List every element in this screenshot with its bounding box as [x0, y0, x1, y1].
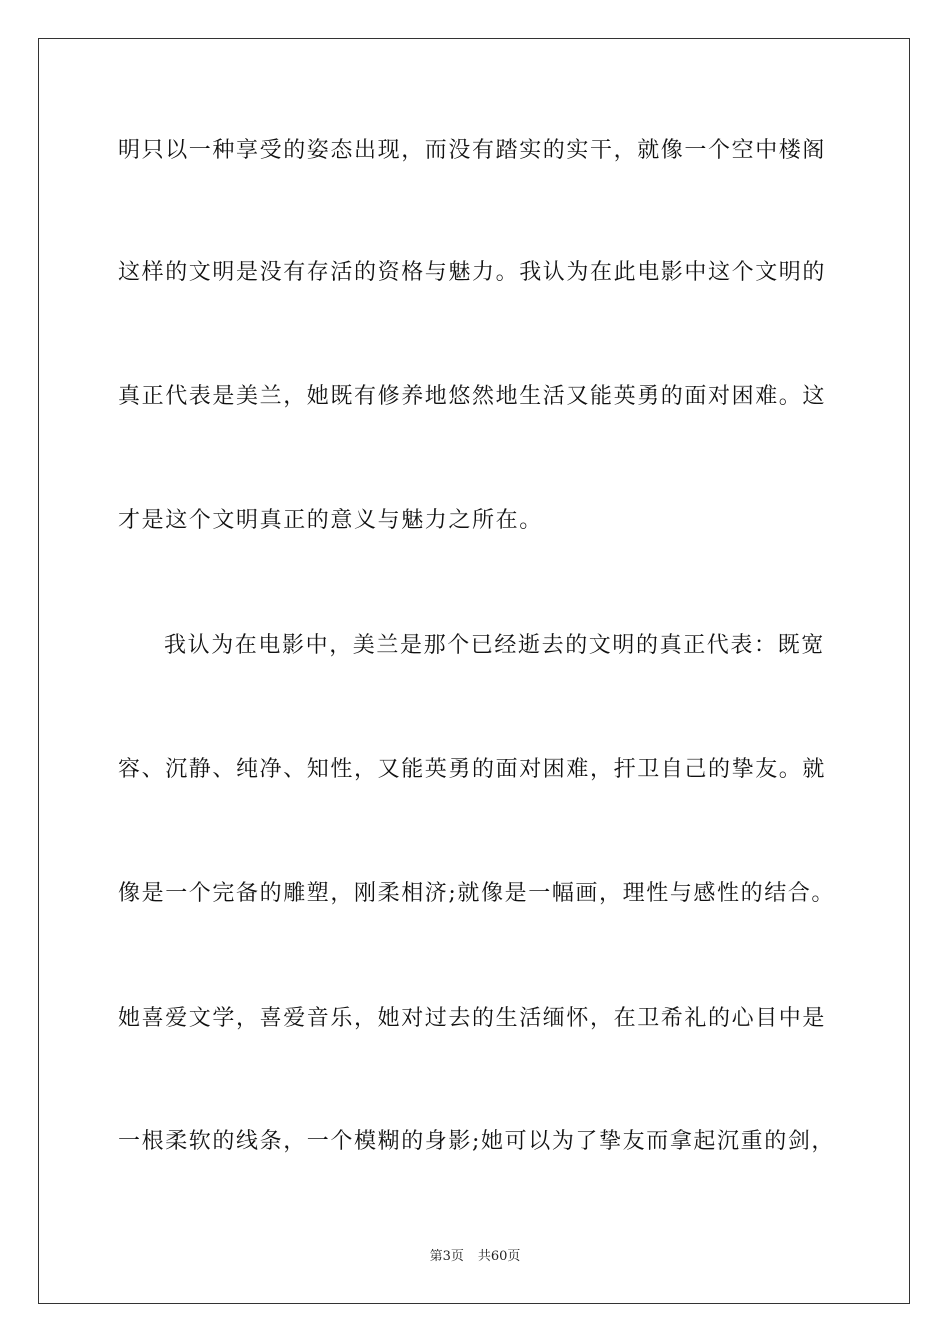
page-border — [38, 38, 910, 1304]
text-line: 她喜爱文学，喜爱音乐，她对过去的生活缅怀，在卫希礼的心目中是 — [118, 1006, 827, 1031]
text-line: 容、沉静、纯净、知性，又能英勇的面对困难，扞卫自己的挚友。就 — [118, 757, 827, 782]
paragraph-first-line: 我认为在电影中，美兰是那个已经逝去的文明的真正代表：既宽 — [164, 633, 825, 658]
text-line: 明只以一种享受的姿态出现，而没有踏实的实干，就像一个空中楼阁 — [118, 138, 827, 163]
text-line: 一根柔软的线条，一个模糊的身影;她可以为了挚友而拿起沉重的剑， — [118, 1129, 836, 1154]
text-line: 像是一个完备的雕塑，刚柔相济;就像是一幅画，理性与感性的结合。 — [118, 881, 836, 906]
text-line: 真正代表是美兰，她既有修养地悠然地生活又能英勇的面对困难。这 — [118, 384, 827, 409]
total-pages-label: 共60页 — [477, 1249, 521, 1264]
current-page-label: 第3页 — [429, 1249, 464, 1264]
page-footer — [0, 1249, 950, 1265]
text-line: 这样的文明是没有存活的资格与魅力。我认为在此电影中这个文明的 — [118, 260, 827, 285]
text-line: 才是这个文明真正的意义与魅力之所在。 — [118, 508, 543, 533]
